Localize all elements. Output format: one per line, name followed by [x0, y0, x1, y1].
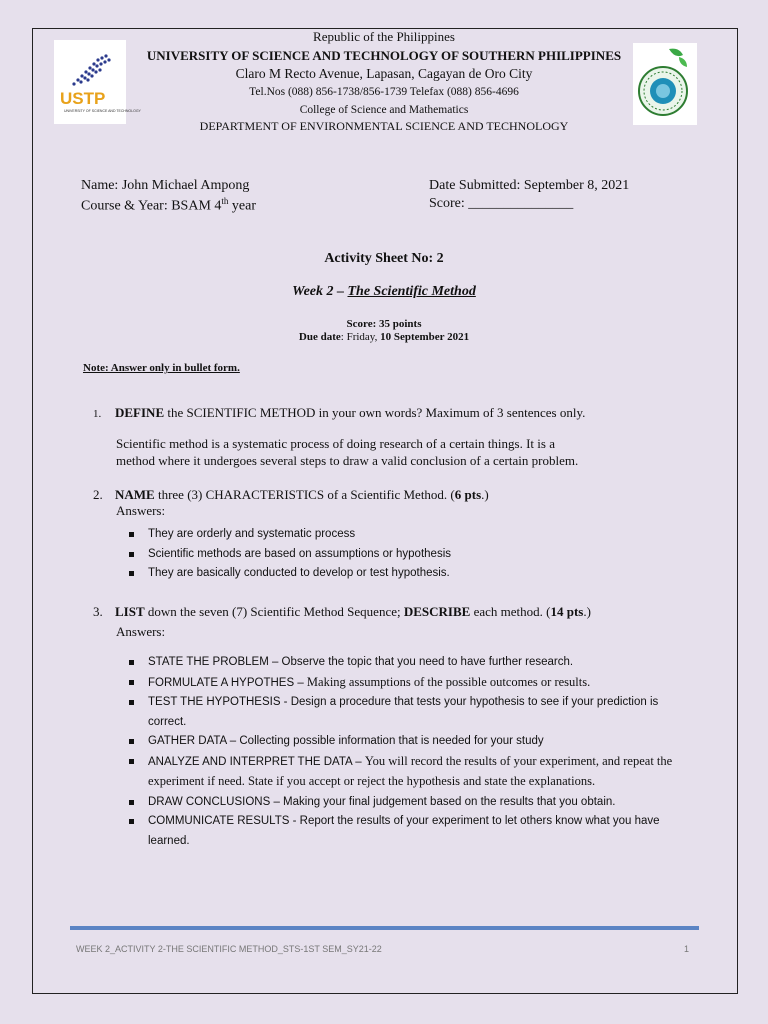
question-3: 3. LIST down the seven (7) Scientific Method Sequence; DESCRIBE each method. (14 pts.) — [93, 604, 591, 619]
list-item: Scientific methods are based on assumptions or hypothesis — [126, 545, 686, 565]
list-item: FORMULATE A HYPOTHES – Making assumptions of the possible outcomes or results. — [126, 673, 698, 694]
ustp-logo-text: USTP — [60, 89, 106, 108]
list-item: They are orderly and systematic process — [126, 525, 686, 545]
university-phone: Tel.Nos (088) 856-1738/856-1739 Telefax (088) 856-4696 — [249, 86, 519, 98]
svg-text:UNIVERSITY OF SCIENCE AND TECH: UNIVERSITY OF SCIENCE AND TECHNOLOGY — [64, 109, 141, 113]
list-item: ANALYZE AND INTERPRET THE DATA – You will record the results of your experiment, and repeat the experiment if need. State if you accept or reject the hypothesis and state the explanations. — [126, 752, 698, 793]
score-field: Score: _______________ — [429, 196, 574, 211]
list-item: GATHER DATA – Collecting possible information that is needed for your study — [126, 732, 698, 752]
note: Note: Answer only in bullet form. — [83, 362, 240, 374]
department-name: DEPARTMENT OF ENVIRONMENTAL SCIENCE AND TECHNOLOGY — [199, 119, 569, 133]
characteristics-list — [126, 525, 686, 584]
list-item: They are basically conducted to develop or test hypothesis. — [126, 564, 686, 584]
footer-rule — [70, 926, 699, 930]
student-name: Name: John Michael Ampong — [81, 178, 250, 193]
college-name: College of Science and Mathematics — [299, 104, 469, 116]
list-item: STATE THE PROBLEM – Observe the topic that you need to have further research. — [126, 653, 698, 673]
page-number: 1 — [684, 944, 690, 954]
university-name: UNIVERSITY OF SCIENCE AND TECHNOLOGY OF SOUTHERN PHILIPPINES — [146, 48, 622, 63]
question-2: 2. NAME three (3) CHARACTERISTICS of a Scientific Method. (6 pts.) — [93, 487, 489, 502]
week-title: Week 2 – The Scientific Method — [292, 284, 476, 299]
method-sequence-list — [126, 653, 698, 851]
due-date: Due date: Friday, 10 September 2021 — [298, 331, 470, 343]
score-points: Score: 35 points — [346, 318, 422, 330]
question-1: 1. DEFINE the SCIENTIFIC METHOD in your own words? Maximum of 3 sentences only. — [93, 405, 586, 420]
university-address: Claro M Recto Avenue, Lapasan, Cagayan de Oro City — [235, 66, 533, 81]
course-year: Course & Year: BSAM 4th year — [81, 196, 257, 214]
date-submitted: Date Submitted: September 8, 2021 — [429, 178, 630, 193]
list-item: COMMUNICATE RESULTS - Report the results of your experiment to let others know what you have learned. — [126, 812, 698, 851]
list-item: DRAW CONCLUSIONS – Making your final judgement based on the results that you obtain. — [126, 793, 698, 813]
activity-title: Activity Sheet No: 2 — [324, 251, 444, 266]
list-item: TEST THE HYPOTHESIS - Design a procedure that tests your hypothesis to see if your prediction is correct. — [126, 693, 698, 732]
answers-label-2: Answers: — [116, 503, 166, 518]
answers-label-3: Answers: — [116, 624, 166, 639]
footer-text: WEEK 2_ACTIVITY 2-THE SCIENTIFIC METHOD_STS-1ST SEM_SY21-22 — [76, 944, 382, 954]
answer-1-line-2: method where it undergoes several steps to draw a valid conclusion of a certain problem. — [116, 453, 579, 468]
answer-1-line-1: Scientific method is a systematic process of doing research of a certain things. It is a — [116, 436, 555, 451]
republic-line: Republic of the Philippines — [313, 29, 455, 44]
